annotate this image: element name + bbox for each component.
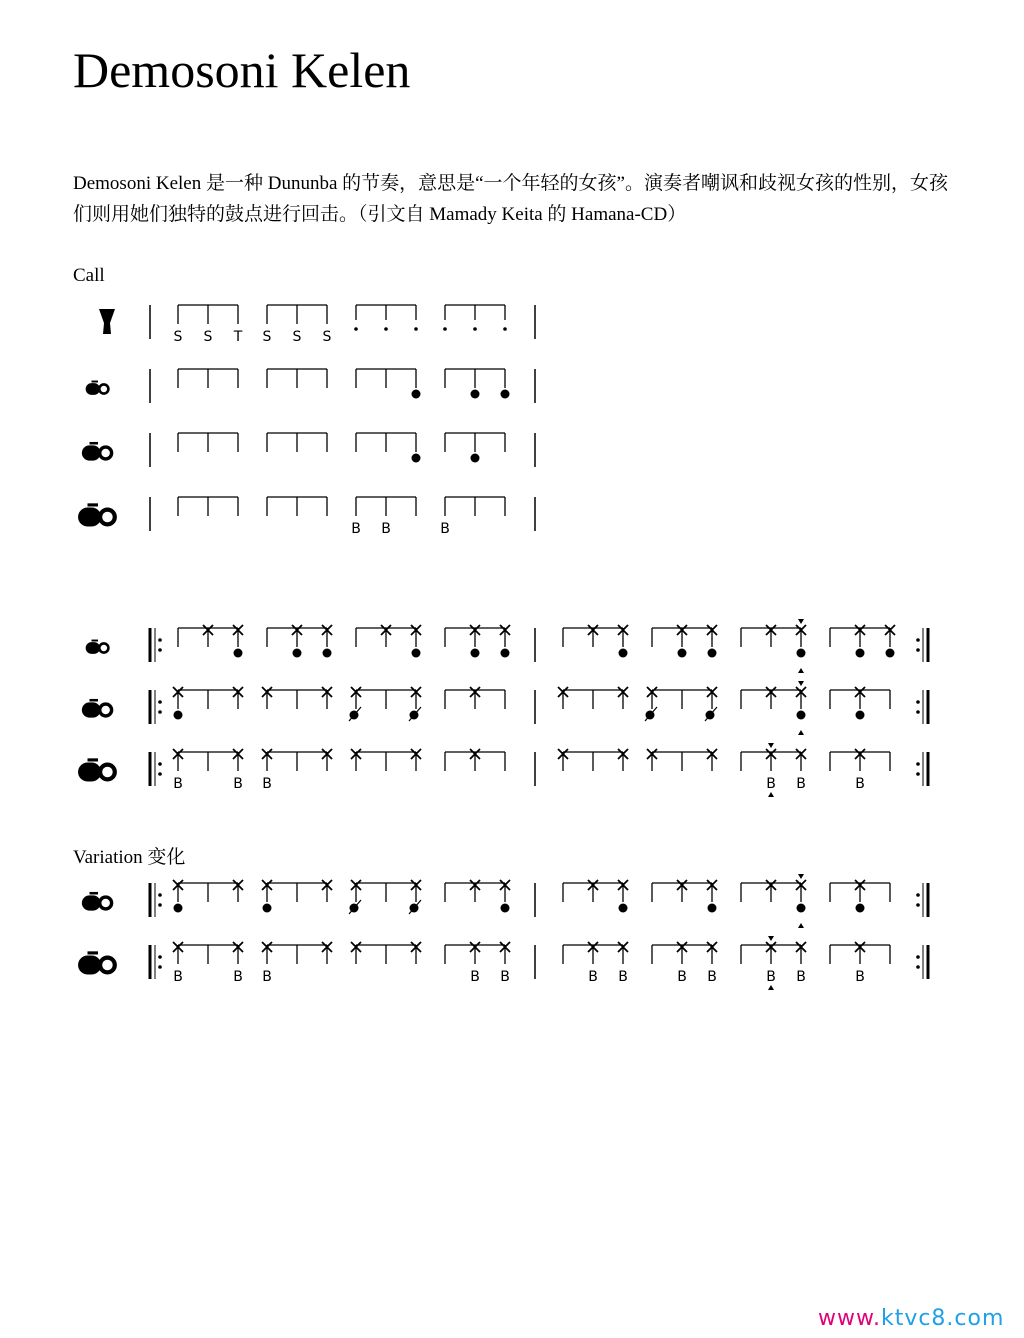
watermark bbox=[818, 1306, 1004, 1331]
repeat-dot bbox=[916, 772, 920, 776]
accent-top bbox=[768, 743, 774, 748]
kenkeni-icon bbox=[86, 381, 110, 395]
stroke-letter: B bbox=[470, 969, 480, 985]
accent-bottom bbox=[768, 792, 774, 797]
sangban-head-inner bbox=[101, 449, 110, 458]
repeat-dot bbox=[916, 965, 920, 969]
sangban-icon bbox=[82, 892, 113, 911]
note-head bbox=[293, 649, 302, 658]
stroke-letter: S bbox=[292, 329, 302, 345]
note-head bbox=[856, 711, 865, 720]
repeat-dot bbox=[158, 648, 162, 652]
stroke-letter: T bbox=[233, 329, 243, 345]
dununba-head-inner bbox=[102, 767, 113, 778]
note-head bbox=[619, 904, 628, 913]
rest-dot bbox=[473, 327, 477, 331]
dununba-icon bbox=[78, 951, 117, 974]
repeat-dot bbox=[158, 710, 162, 714]
note-head bbox=[412, 649, 421, 658]
dununba-handle bbox=[88, 951, 99, 954]
note-head bbox=[886, 649, 895, 658]
stroke-letter: B bbox=[766, 969, 776, 985]
page-title: Demosoni Kelen bbox=[73, 42, 411, 98]
stroke-letter: B bbox=[262, 969, 272, 985]
repeat-dot bbox=[916, 638, 920, 642]
kenkeni-handle bbox=[92, 381, 99, 383]
row-sangban bbox=[150, 433, 535, 467]
row-sangban bbox=[150, 874, 928, 928]
note-head bbox=[797, 649, 806, 658]
dununba-handle bbox=[88, 503, 99, 506]
stroke-letter: B bbox=[618, 969, 628, 985]
stroke-letter: B bbox=[233, 776, 243, 792]
rest-dot bbox=[354, 327, 358, 331]
dununba-body bbox=[78, 508, 101, 527]
djembe-icon bbox=[99, 309, 115, 334]
stroke-letter: B bbox=[796, 969, 806, 985]
stroke-letter: B bbox=[796, 776, 806, 792]
note-head bbox=[471, 454, 480, 463]
repeat-dot bbox=[916, 903, 920, 907]
dununba-icon bbox=[78, 758, 117, 781]
section-label-variation: Variation 变化 bbox=[73, 847, 186, 868]
accent-top bbox=[798, 681, 804, 686]
repeat-dot bbox=[158, 965, 162, 969]
note-head bbox=[174, 711, 183, 720]
sangban-handle bbox=[90, 442, 99, 445]
repeat-dot bbox=[158, 638, 162, 642]
note-head bbox=[619, 649, 628, 658]
stroke-letter: B bbox=[233, 969, 243, 985]
note-head bbox=[708, 649, 717, 658]
sangban-handle bbox=[90, 892, 99, 895]
accent-top bbox=[798, 619, 804, 624]
stroke-letter: B bbox=[173, 969, 183, 985]
note-head bbox=[678, 649, 687, 658]
section-label-call: Call bbox=[73, 265, 105, 286]
djembe-shape bbox=[99, 309, 115, 334]
repeat-dot bbox=[916, 700, 920, 704]
note-head bbox=[174, 904, 183, 913]
repeat-dot bbox=[916, 762, 920, 766]
note-head bbox=[234, 649, 243, 658]
sangban-icon bbox=[82, 442, 113, 461]
repeat-dot bbox=[158, 762, 162, 766]
rest-dot bbox=[503, 327, 507, 331]
stroke-letter: B bbox=[500, 969, 510, 985]
sangban-head-inner bbox=[101, 899, 110, 908]
stroke-letter: S bbox=[173, 329, 183, 345]
stroke-letter: B bbox=[381, 521, 391, 537]
row-dununba bbox=[150, 743, 928, 797]
repeat-dot bbox=[158, 772, 162, 776]
kenkeni-handle bbox=[92, 640, 99, 642]
accent-top bbox=[798, 874, 804, 879]
repeat-dot bbox=[916, 955, 920, 959]
repeat-dot bbox=[158, 955, 162, 959]
accent-top bbox=[768, 936, 774, 941]
dununba-head-inner bbox=[102, 512, 113, 523]
note-head bbox=[856, 649, 865, 658]
note-head bbox=[501, 649, 510, 658]
stroke-letter: S bbox=[262, 329, 272, 345]
note-head bbox=[708, 904, 717, 913]
repeat-dot bbox=[916, 710, 920, 714]
repeat-dot bbox=[158, 700, 162, 704]
system-variation bbox=[150, 874, 928, 990]
rest-dot bbox=[443, 327, 447, 331]
row-kenkeni bbox=[150, 369, 535, 403]
note-head bbox=[797, 904, 806, 913]
rest-dot bbox=[384, 327, 388, 331]
row-djembe bbox=[150, 305, 535, 345]
row-sangban bbox=[150, 681, 928, 735]
repeat-dot bbox=[916, 648, 920, 652]
stroke-letter: B bbox=[855, 776, 865, 792]
stroke-letter: B bbox=[173, 776, 183, 792]
kenkeni-body bbox=[86, 642, 100, 654]
stroke-letter: S bbox=[322, 329, 332, 345]
sangban-handle bbox=[90, 699, 99, 702]
watermark-prefix: www. bbox=[818, 1306, 881, 1331]
row-dununba bbox=[150, 497, 535, 537]
repeat-dot bbox=[916, 893, 920, 897]
note-head bbox=[263, 904, 272, 913]
repeat-dot bbox=[158, 903, 162, 907]
note-head bbox=[471, 390, 480, 399]
row-dununba bbox=[150, 936, 928, 990]
sangban-body bbox=[82, 702, 101, 717]
stroke-letter: B bbox=[707, 969, 717, 985]
note-head bbox=[797, 711, 806, 720]
note-head bbox=[501, 390, 510, 399]
kenkeni-body bbox=[86, 383, 100, 395]
stroke-letter: B bbox=[677, 969, 687, 985]
kenkeni-icon bbox=[86, 640, 110, 654]
note-head bbox=[412, 454, 421, 463]
stroke-letter: B bbox=[262, 776, 272, 792]
sangban-body bbox=[82, 895, 101, 910]
note-head bbox=[501, 904, 510, 913]
system-call bbox=[150, 305, 535, 537]
kenkeni-head-inner bbox=[101, 386, 108, 393]
sangban-icon bbox=[82, 699, 113, 718]
accent-bottom bbox=[798, 923, 804, 928]
system-main bbox=[150, 619, 928, 797]
sangban-body bbox=[82, 445, 101, 460]
row-kenkeni bbox=[150, 619, 928, 673]
dununba-body bbox=[78, 956, 101, 975]
stroke-letter: S bbox=[203, 329, 213, 345]
accent-bottom bbox=[798, 730, 804, 735]
stroke-letter: B bbox=[351, 521, 361, 537]
note-head bbox=[471, 649, 480, 658]
dununba-head-inner bbox=[102, 960, 113, 971]
note-head bbox=[323, 649, 332, 658]
sangban-head-inner bbox=[101, 706, 110, 715]
stroke-letter: B bbox=[855, 969, 865, 985]
dununba-icon bbox=[78, 503, 117, 526]
note-head bbox=[412, 390, 421, 399]
rest-dot bbox=[414, 327, 418, 331]
dununba-body bbox=[78, 763, 101, 782]
watermark-domain: ktvc8.com bbox=[880, 1306, 1005, 1331]
stroke-letter: B bbox=[588, 969, 598, 985]
intro-paragraph: Demosoni Kelen 是一种 Dununba 的节奏，意思是“一个年轻的女孩”。演奏者嘲讽和歧视女孩的性别，女孩们则用她们独特的鼓点进行回击。（引文自 Mamady Keita 的 Hamana-CD） bbox=[73, 173, 948, 225]
repeat-dot bbox=[158, 893, 162, 897]
kenkeni-head-inner bbox=[101, 645, 108, 652]
stroke-letter: B bbox=[766, 776, 776, 792]
note-head bbox=[856, 904, 865, 913]
accent-bottom bbox=[798, 668, 804, 673]
dununba-handle bbox=[88, 758, 99, 761]
accent-bottom bbox=[768, 985, 774, 990]
stroke-letter: B bbox=[440, 521, 450, 537]
